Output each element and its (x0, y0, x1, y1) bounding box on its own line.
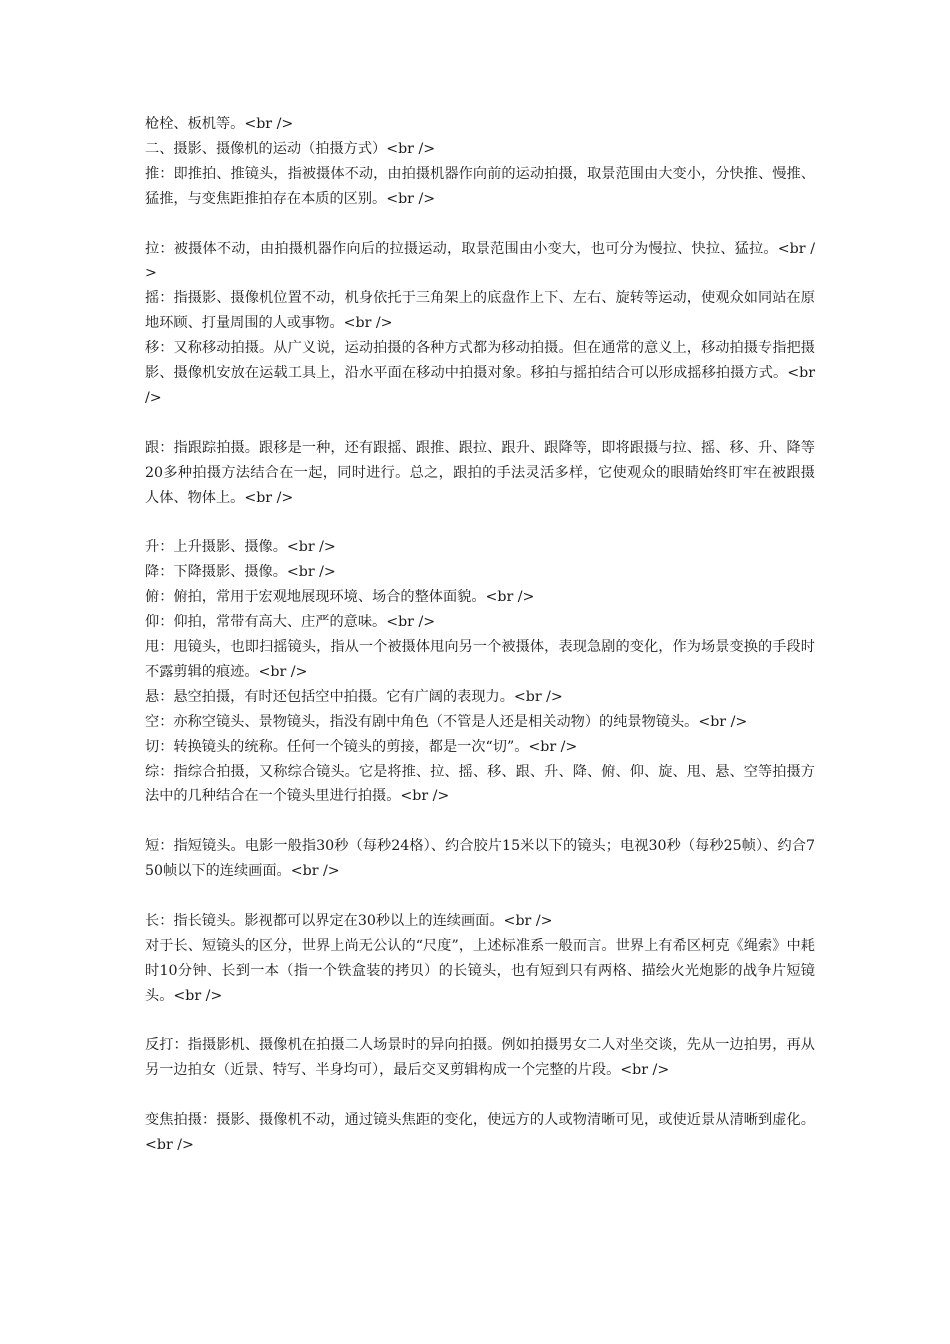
blank-line (145, 212, 815, 237)
paragraph-shot-length-note: 对于长、短镜头的区分，世界上尚无公认的“尺度”，上述标准系一般而言。世界上有希区柯克《绳索》中耗时10分钟、长到一本（指一个铁盒装的拷贝）的长镜头，也有短到只有两格、描绘火光炮影的战争片短镜头。<br /> (145, 937, 815, 1004)
paragraph-line: 枪栓、板机等。<br /> (145, 116, 294, 132)
paragraph-overhead: 俯：俯拍，常用于宏观地展现环境、场合的整体面貌。<br /> (145, 589, 535, 606)
paragraph-follow: 跟：指跟踪拍摄。跟移是一种，还有跟摇、跟推、跟拉、跟升、跟降等，即将跟摄与拉、摇、移、升、降等20多种拍摄方法结合在一起，同时进行。总之，跟拍的手法灵活多样，它使观众的眼睛始终盯牢在被跟摄人体、物体上。<br /> (145, 439, 815, 506)
paragraph-combined: 综：指综合拍摄，又称综合镜头。它是将推、拉、摇、移、跟、升、降、俯、仰、旋、甩、悬、空等拍摄方法中的几种结合在一个镜头里进行拍摄。<br /> (145, 763, 815, 805)
paragraph-zoom: 变焦拍摄：摄影、摄像机不动，通过镜头焦距的变化，使远方的人或物清晰可见，或使近景从清晰到虚化。<br /> (145, 1112, 815, 1154)
paragraph-low-angle: 仰：仰拍，常带有高大、庄严的意味。<br /> (145, 614, 436, 631)
section-heading: 二、摄影、摄像机的运动（拍摄方式）<br /> (145, 140, 436, 157)
paragraph-whip: 甩：甩镜头，也即扫摇镜头，指从一个被摄体甩向另一个被摄体，表现急剧的变化，作为场景变换的手段时不露剪辑的痕迹。<br /> (145, 638, 815, 680)
paragraph-long-shot: 长：指长镜头。影视都可以界定在30秒以上的连续画面。<br /> (145, 912, 553, 929)
paragraph-reverse-shot: 反打：指摄影机、摄像机在拍摄二人场景时的异向拍摄。例如拍摄男女二人对坐交谈，先从一边拍男，再从另一边拍女（近景、特写、半身均可），最后交叉剪辑构成一个完整的片段。<br /> (145, 1037, 815, 1079)
blank-line (145, 884, 815, 909)
document-body (145, 112, 815, 1158)
paragraph-short-shot: 短：指短镜头。电影一般指30秒（每秒24格）、约合胶片15米以下的镜头；电视30秒（每秒25帧）、约合750帧以下的连续画面。<br /> (145, 838, 815, 880)
paragraph-empty-shot: 空：亦称空镜头、景物镜头，指没有剧中角色（不管是人还是相关动物）的纯景物镜头。<br /> (145, 713, 748, 730)
paragraph-descend: 降：下降摄影、摄像。<br /> (145, 564, 336, 581)
blank-line (145, 809, 815, 834)
blank-line (145, 1083, 815, 1108)
paragraph-pan: 摇：指摄影、摄像机位置不动，机身依托于三角架上的底盘作上下、左右、旋转等运动，使观众如同站在原地环顾、打量周围的人或事物。<br /> (145, 290, 815, 332)
blank-line (145, 411, 815, 436)
paragraph-move: 移：又称移动拍摄。从广义说，运动拍摄的各种方式都为移动拍摄。但在通常的意义上，移动拍摄专指把摄影、摄像机安放在运载工具上，沿水平面在移动中拍摄对象。移拍与摇拍结合可以形成摇移拍摄方式。<br /> (145, 340, 815, 406)
paragraph-cut: 切：转换镜头的统称。任何一个镜头的剪接，都是一次“切”。<br /> (145, 738, 578, 755)
paragraph-aerial: 悬：悬空拍摄，有时还包括空中拍摄。它有广阔的表现力。<br /> (145, 688, 563, 705)
blank-line (145, 1009, 815, 1034)
paragraph-push: 推：即推拍、推镜头，指被摄体不动，由拍摄机器作向前的运动拍摄，取景范围由大变小，分快推、慢推、猛推，与变焦距推拍存在本质的区别。<br /> (145, 165, 815, 207)
paragraph-pull: 拉：被摄体不动，由拍摄机器作向后的拉摄运动，取景范围由小变大，也可分为慢拉、快拉、猛拉。<br /> (145, 240, 815, 282)
blank-line (145, 510, 815, 535)
paragraph-rise: 升：上升摄影、摄像。<br /> (145, 539, 336, 556)
